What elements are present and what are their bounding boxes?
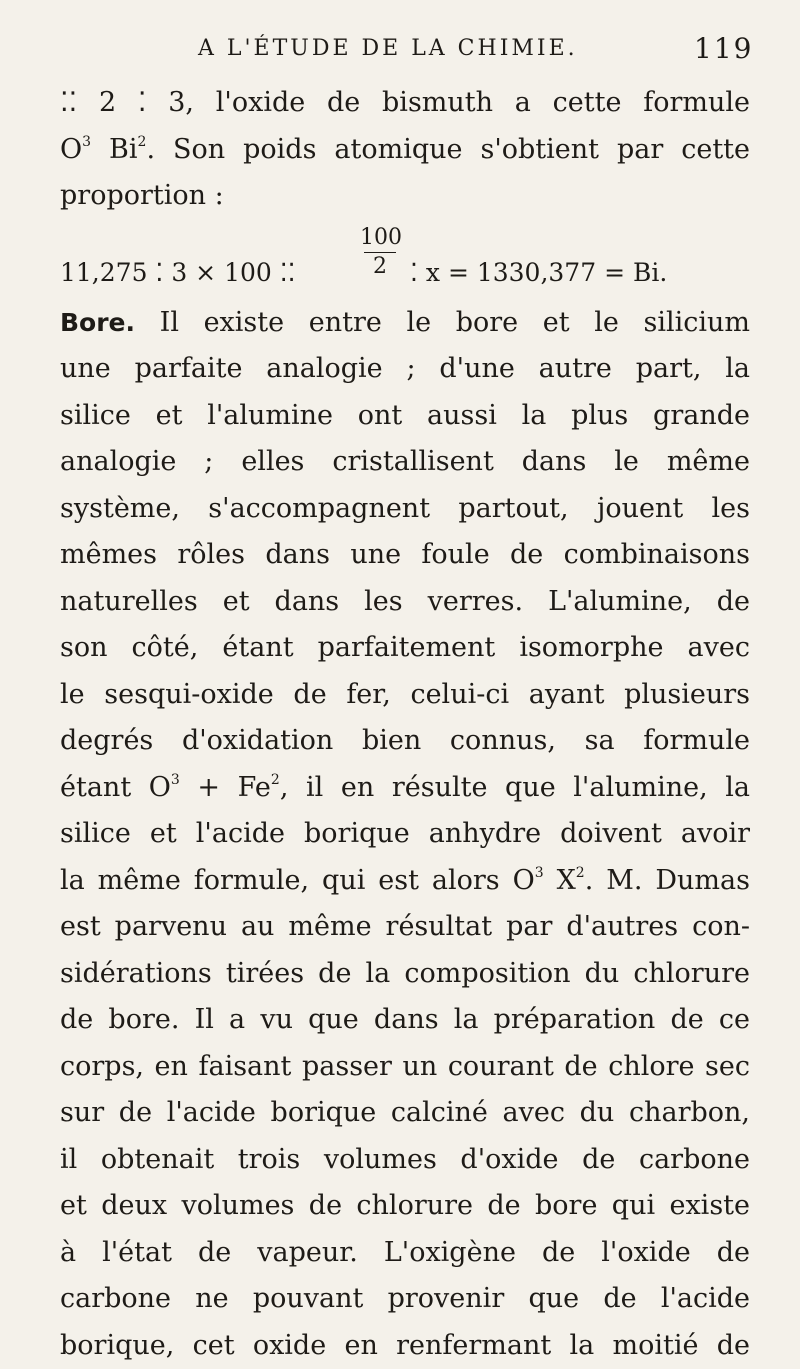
text-line: étant $O^3 + Fe^2$, il en résulte que l'alumine, la [60,765,750,812]
text-line: corps, en faisant passer un courant de chlore sec [60,1044,750,1091]
fraction-bar [364,252,396,253]
text-line: il obtenait trois volumes d'oxide de carbone [60,1137,750,1184]
text-line: $O^3$ Bi$^2$. Son poids atomique s'obtient par cette [60,127,750,174]
body-text [60,80,750,1369]
text-line: ⁚⁚ 2 ⁚ 3, l'oxide de bismuth a cette formule [60,80,750,127]
text-line: borique, cet oxide en renfermant la moitié de [60,1323,750,1369]
text-line: système, s'accompagnent partout, jouent les [60,486,750,533]
text-line: silice et l'acide borique anhydre doivent avoir [60,811,750,858]
formula-right: ⁚ x = 1330,377 = Bi. [410,250,667,297]
formula-left: 11,275 ⁚ 3 × 100 ⁚⁚ [60,250,296,297]
fraction-denominator: 2 [360,255,400,279]
text-line: Bore. Il existe entre le bore et le silicium [60,300,750,347]
page-number: 119 [694,32,753,65]
section-heading-bore: Bore. [60,308,135,337]
text-line: sidérations tirées de la composition du chlorure [60,951,750,998]
text-line: une parfaite analogie ; d'une autre part, la [60,346,750,393]
text-line: degrés d'oxidation bien connus, sa formule [60,718,750,765]
text-line: mêmes rôles dans une foule de combinaisons [60,532,750,579]
text-line: est parvenu au même résultat par d'autres con- [60,904,750,951]
text-line: et deux volumes de chlorure de bore qui existe [60,1183,750,1230]
page-header [0,30,800,70]
text-line: son côté, étant parfaitement isomorphe avec [60,625,750,672]
formula-fraction [360,226,400,279]
fraction-numerator: 100 [360,226,400,250]
text-line: proportion : [60,173,750,220]
text-line: sur de l'acide borique calciné avec du charbon, [60,1090,750,1137]
text-line: naturelles et dans les verres. L'alumine, de [60,579,750,626]
text-line: le sesqui-oxide de fer, celui-ci ayant plusieurs [60,672,750,719]
text-line: analogie ; elles cristallisent dans le même [60,439,750,486]
proportion-formula [60,220,750,300]
text-line: à l'état de vapeur. L'oxigène de l'oxide de [60,1230,750,1277]
text-line: silice et l'alumine ont aussi la plus grande [60,393,750,440]
text-line: de bore. Il a vu que dans la préparation de ce [60,997,750,1044]
text-line: la même formule, qui est alors $O^3$ $X^2$. M. Dumas [60,858,750,905]
text-line: carbone ne pouvant provenir que de l'acide [60,1276,750,1323]
running-head: A L'ÉTUDE DE LA CHIMIE. [198,36,578,61]
